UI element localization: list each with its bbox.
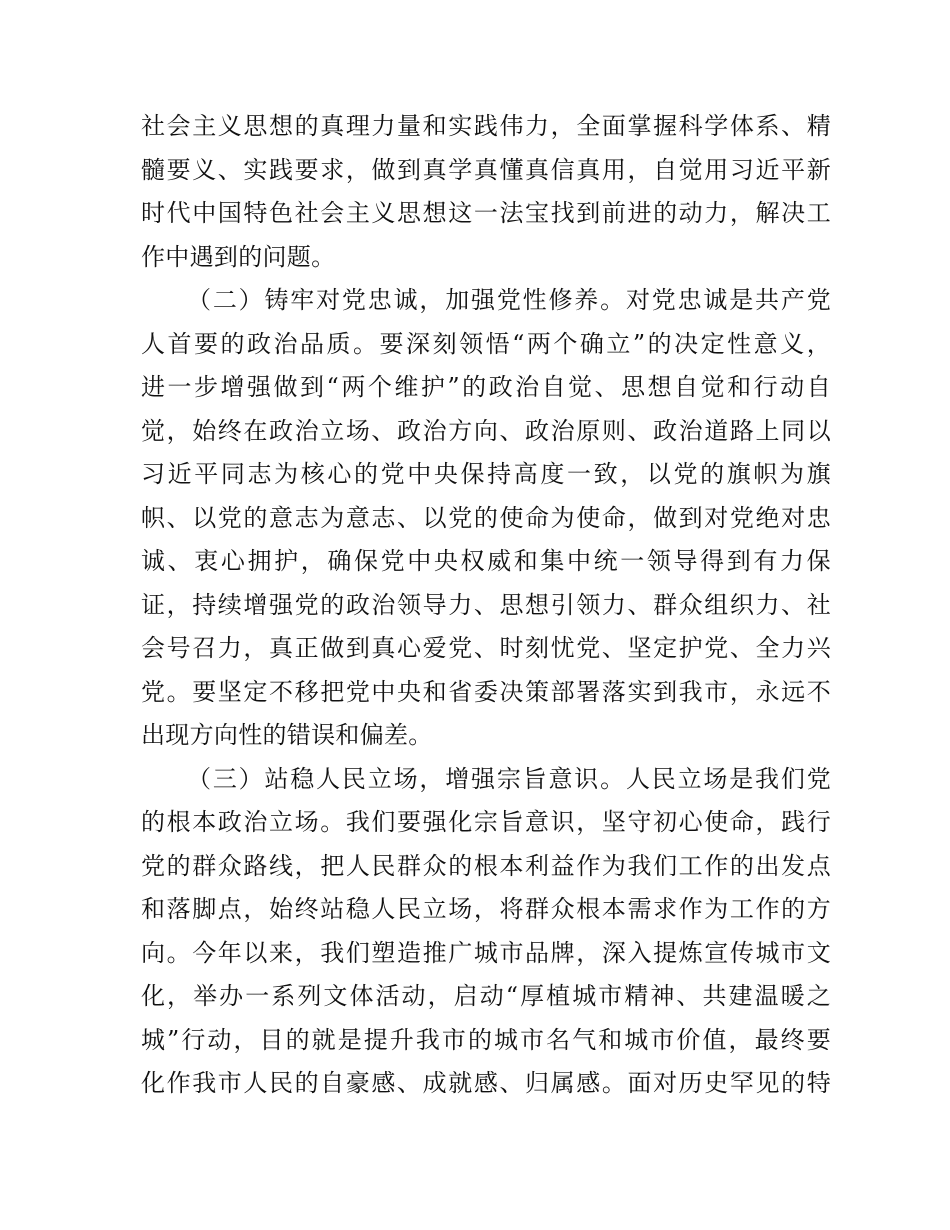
text-line: 向。今年以来，我们塑造推广城市品牌，深入提炼宣传城市文 [141,938,831,967]
text-line: 城”行动，目的就是提升我市的城市名气和城市价值，最终要 [141,1025,831,1054]
text-line: （二）铸牢对党忠诚，加强党性修养。对党忠诚是共产党 [187,286,831,314]
text-line: 化，举办一系列文体活动，启动“厚植城市精神、共建温暖之 [141,982,831,1010]
text-line: 髓要义、实践要求，做到真学真懂真信真用，自觉用习近平新 [141,155,831,184]
body-text [141,105,831,1106]
text-line: 化作我市人民的自豪感、成就感、归属感。面对历史罕见的特 [141,1069,831,1097]
text-line: 党的群众路线，把人民群众的根本利益作为我们工作的出发点 [141,851,831,880]
text-line: 帜、以党的意志为意志、以党的使命为使命，做到对党绝对忠 [141,503,831,532]
text-line: 作中遇到的问题。 [141,242,336,271]
text-line: 出现方向性的错误和偏差。 [141,721,433,749]
text-line: （三）站稳人民立场，增强宗旨意识。人民立场是我们党 [187,764,831,793]
text-line: 时代中国特色社会主义思想这一法宝找到前进的动力，解决工 [141,199,831,227]
text-line: 进一步增强做到“两个维护”的政治自觉、思想自觉和行动自 [141,373,831,401]
text-line: 和落脚点，始终站稳人民立场，将群众根本需求作为工作的方 [141,895,831,923]
text-line: 习近平同志为核心的党中央保持高度一致，以党的旗帜为旗 [141,460,831,488]
text-line: 人首要的政治品质。要深刻领悟“两个确立”的决定性意义， [141,329,831,358]
text-line: 证，持续增强党的政治领导力、思想引领力、群众组织力、社 [141,590,831,619]
text-line: 党。要坚定不移把党中央和省委决策部署落实到我市，永远不 [141,677,831,706]
text-line: 觉，始终在政治立场、政治方向、政治原则、政治道路上同以 [141,416,831,445]
text-line: 诚、衷心拥护，确保党中央权威和集中统一领导得到有力保 [141,547,831,575]
paragraph-section-3 [141,758,831,1106]
text-line: 社会主义思想的真理力量和实践伟力，全面掌握科学体系、精 [141,112,831,140]
paragraph-section-2 [141,279,831,758]
text-line: 会号召力，真正做到真心爱党、时刻忧党、坚定护党、全力兴 [141,634,831,662]
paragraph-continuation [141,105,831,279]
text-line: 的根本政治立场。我们要强化宗旨意识，坚守初心使命，践行 [141,808,831,836]
